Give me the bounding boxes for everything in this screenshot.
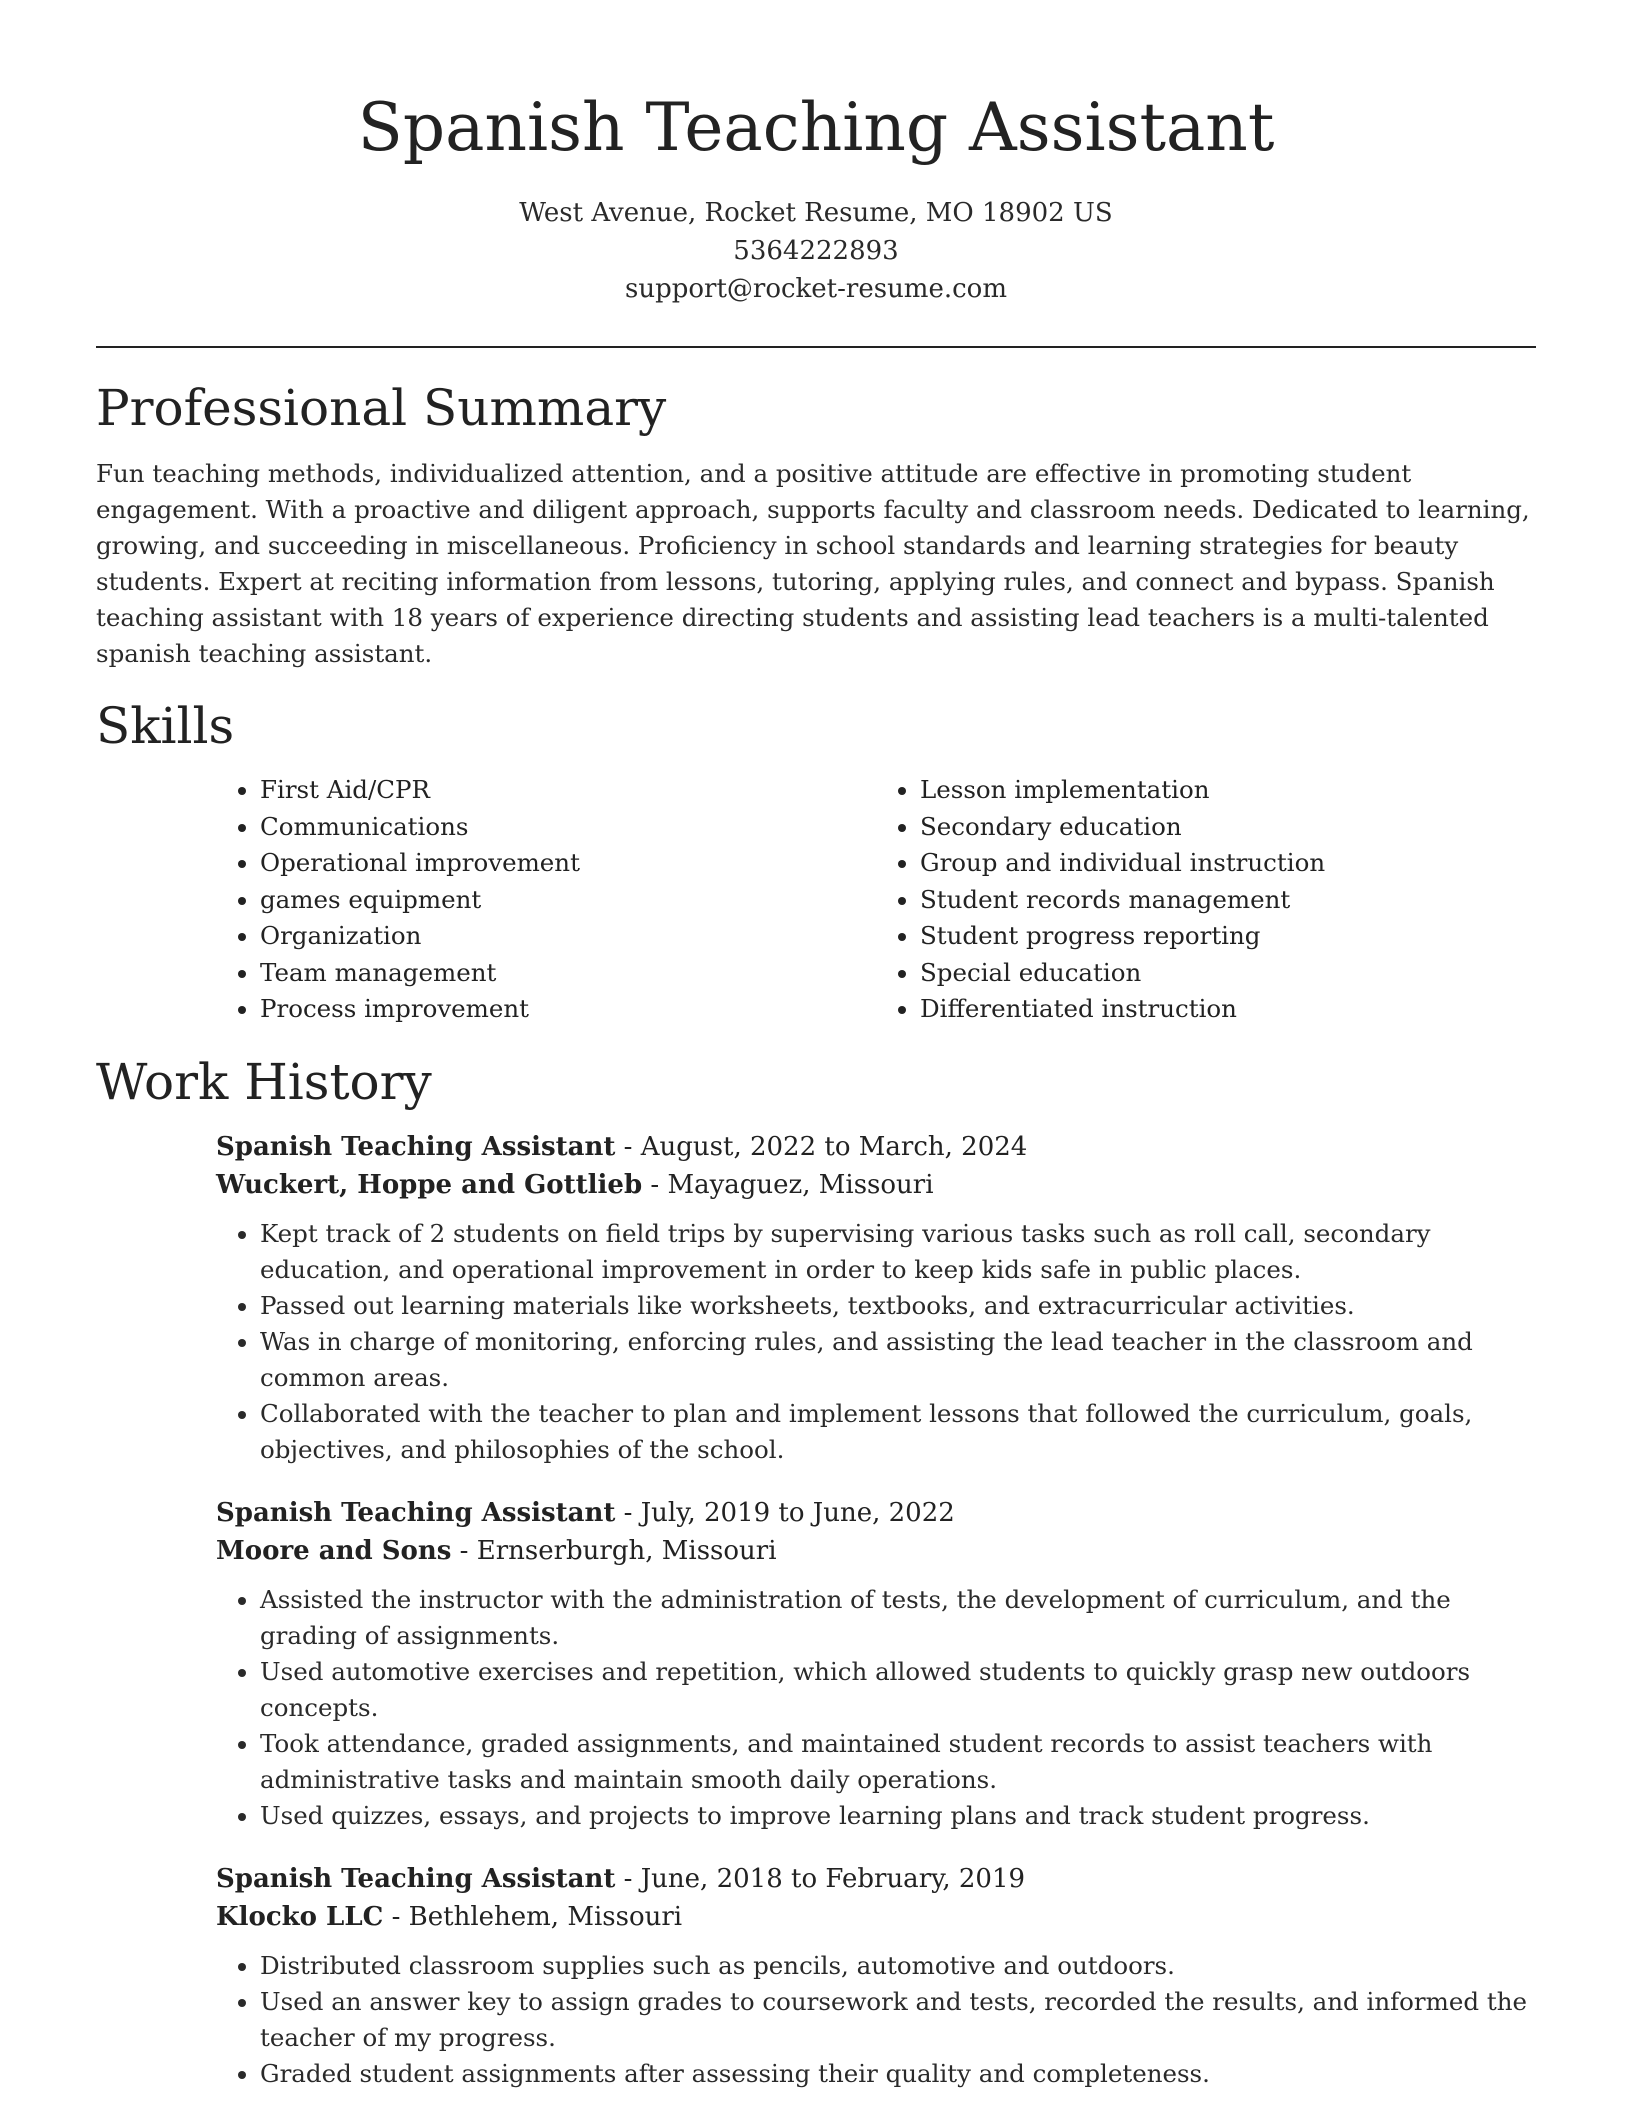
job-company-line [216, 1898, 1536, 1936]
job-bullets [216, 1216, 1536, 1468]
summary-title: Professional Summary [96, 379, 667, 437]
job-bullet: • Took attendance, graded assignments, and maintained student records to assist teachers with administrative tasks and maintain smooth daily operations. [260, 1726, 1536, 1798]
skill-item: • Student records management [920, 882, 1536, 919]
summary-text: Fun teaching methods, individualized attention, and a positive attitude are effective in promoting student engagement. With a proactive and diligent approach, supports faculty and classroom needs. Dedicated to learning, growing, and succeeding in miscellaneous. Proficiency in school standards and learning strategies for beauty students. Expert at reciting information from lessons, tutoring, applying rules, and connect and bypass. Spanish teaching assistant with 18 years of experience directing students and assisting lead teachers is a multi-talented spanish teaching assistant. [96, 459, 1530, 668]
job-dates: - August, 2022 to March, 2024 [615, 1131, 1028, 1162]
skill-item: • Differentiated instruction [920, 991, 1536, 1028]
job-bullet: • Collaborated with the teacher to plan and implement lessons that followed the curriculum, goals, objectives, and philosophies of the school. [260, 1396, 1536, 1468]
skill-item: • Special education [920, 955, 1536, 992]
job-company: Moore and Sons [216, 1535, 452, 1566]
resume-header [0, 0, 1632, 308]
job-bullet: • Kept track of 2 students on field trips by supervising various tasks such as roll call, secondary education, and operational improvement in order to keep kids safe in public places. [260, 1216, 1536, 1288]
job-company-line [216, 1166, 1536, 1204]
skill-item: • Process improvement [260, 991, 876, 1028]
job-entry [216, 1494, 1536, 1834]
email: support@rocket-resume.com [624, 274, 1007, 304]
work-history-section [0, 1050, 1632, 2092]
skills-column-right [876, 772, 1536, 1028]
job-bullet: • Used an answer key to assign grades to coursework and tests, recorded the results, and informed the teacher of my progress. [260, 1984, 1536, 2056]
job-company: Klocko LLC [216, 1901, 384, 1932]
job-dates: - July, 2019 to June, 2022 [615, 1497, 955, 1528]
address: West Avenue, Rocket Resume, MO 18902 US [519, 198, 1113, 228]
skills-column-left [216, 772, 876, 1028]
job-bullet: • Assisted the instructor with the administration of tests, the development of curriculum, and the grading of assignments. [260, 1582, 1536, 1654]
skills-section [0, 694, 1632, 1028]
job-bullet: • Used automotive exercises and repetition, which allowed students to quickly grasp new outdoors concepts. [260, 1654, 1536, 1726]
work-history-title: Work History [96, 1052, 432, 1111]
skills-title: Skills [96, 697, 235, 755]
job-company-line [216, 1532, 1536, 1570]
candidate-name: Spanish Teaching Assistant [357, 89, 1275, 166]
skill-item: • Team management [260, 955, 876, 992]
job-dates: - June, 2018 to February, 2019 [615, 1863, 1026, 1894]
job-location: - Mayaguez, Missouri [642, 1169, 934, 1200]
job-title-line [216, 1860, 1536, 1898]
skill-item: • Organization [260, 918, 876, 955]
job-bullet: • Used quizzes, essays, and projects to improve learning plans and track student progress. [260, 1798, 1536, 1834]
skill-item: • games equipment [260, 882, 876, 919]
job-bullet: • Distributed classroom supplies such as pencils, automotive and outdoors. [260, 1948, 1536, 1984]
skill-item: • Lesson implementation [920, 772, 1536, 809]
job-title-line [216, 1494, 1536, 1532]
job-entry [216, 1860, 1536, 2092]
job-location: - Bethlehem, Missouri [383, 1901, 683, 1932]
skill-item: • Operational improvement [260, 845, 876, 882]
job-entry [216, 1128, 1536, 1468]
job-role: Spanish Teaching Assistant [216, 1497, 616, 1528]
skill-item: • Communications [260, 809, 876, 846]
job-company: Wuckert, Hoppe and Gottlieb [216, 1169, 643, 1200]
skill-item: • Student progress reporting [920, 918, 1536, 955]
job-bullets [216, 1948, 1536, 2092]
job-title-line [216, 1128, 1536, 1166]
job-bullet: • Passed out learning materials like worksheets, textbooks, and extracurricular activities. [260, 1288, 1536, 1324]
skills-list [216, 772, 1536, 1028]
summary-section [0, 376, 1632, 672]
job-bullets [216, 1582, 1536, 1834]
job-bullet: • Graded student assignments after assessing their quality and completeness. [260, 2056, 1536, 2092]
job-bullet: • Was in charge of monitoring, enforcing rules, and assisting the lead teacher in the classroom and common areas. [260, 1324, 1536, 1396]
job-role: Spanish Teaching Assistant [216, 1131, 616, 1162]
job-role: Spanish Teaching Assistant [216, 1863, 616, 1894]
job-location: - Ernserburgh, Missouri [451, 1535, 777, 1566]
skill-item: • First Aid/CPR [260, 772, 876, 809]
skill-item: • Secondary education [920, 809, 1536, 846]
header-divider [96, 346, 1536, 348]
skill-item: • Group and individual instruction [920, 845, 1536, 882]
phone: 5364222893 [733, 236, 899, 266]
contact-info [0, 194, 1632, 308]
